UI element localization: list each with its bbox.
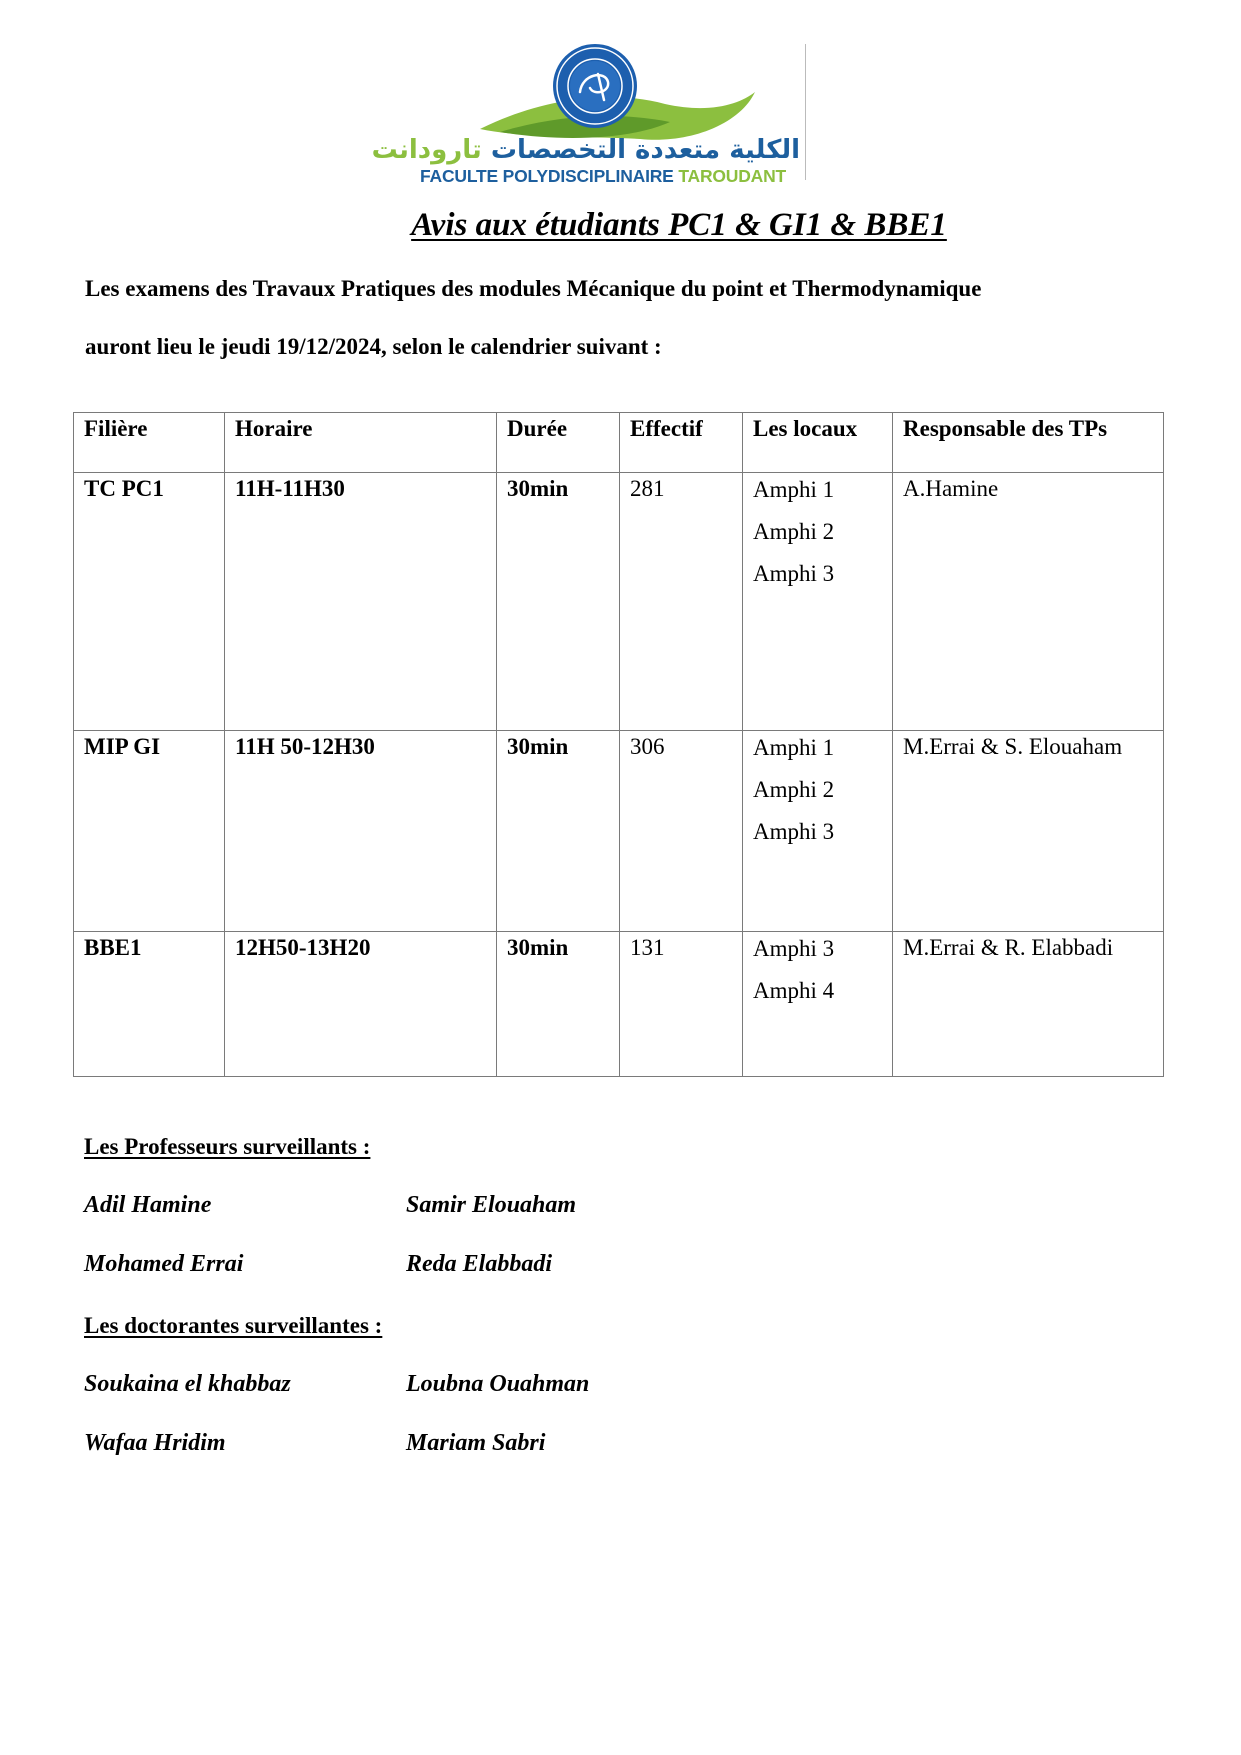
doctorantes-heading: Les doctorantes surveillantes : xyxy=(84,1313,383,1338)
cell-responsable: M.Errai & R. Elabbadi xyxy=(893,932,1164,1077)
cell-effectif: 306 xyxy=(620,731,743,932)
header-effectif: Effectif xyxy=(620,413,743,473)
cell-duree: 30min xyxy=(497,932,620,1077)
cell-filiere: BBE1 xyxy=(74,932,225,1077)
intro-line-1: Les examens des Travaux Pratiques des modules Mécanique du point et Thermodynamique xyxy=(85,276,982,301)
cell-horaire: 12H50-13H20 xyxy=(225,932,497,1077)
cell-duree: 30min xyxy=(497,473,620,731)
header-locaux: Les locaux xyxy=(743,413,893,473)
header-duree: Durée xyxy=(497,413,620,473)
cell-locaux xyxy=(743,473,893,731)
notice-title: Avis aux étudiants PC1 & GI1 & BBE1 xyxy=(411,207,947,243)
local-item: Amphi 2 xyxy=(753,777,835,802)
doctorante-name: Loubna Ouahman xyxy=(406,1371,590,1397)
local-item: Amphi 1 xyxy=(753,735,835,760)
cell-duree: 30min xyxy=(497,731,620,932)
university-emblem-icon xyxy=(410,44,805,144)
logo-arabic-text: الكلية متعددة التخصصات تارودانت xyxy=(371,135,800,165)
cell-responsable: M.Errai & S. Elouaham xyxy=(893,731,1164,932)
local-item: Amphi 3 xyxy=(753,819,835,844)
cell-effectif: 281 xyxy=(620,473,743,731)
professeur-name: Adil Hamine xyxy=(84,1192,212,1218)
table-row xyxy=(74,473,1164,731)
table-row xyxy=(74,932,1164,1077)
faculty-logo xyxy=(371,44,806,186)
professeur-name: Mohamed Errai xyxy=(84,1251,244,1277)
professeurs-heading: Les Professeurs surveillants : xyxy=(84,1134,371,1159)
local-item: Amphi 2 xyxy=(753,519,835,544)
cell-horaire: 11H 50-12H30 xyxy=(225,731,497,932)
cell-locaux xyxy=(743,932,893,1077)
table-row xyxy=(74,731,1164,932)
logo-latin-text: FACULTE POLYDISCIPLINAIRE TAROUDANT xyxy=(420,166,787,186)
doctorante-name: Wafaa Hridim xyxy=(84,1430,226,1456)
local-item: Amphi 3 xyxy=(753,936,835,961)
doctorante-name: Soukaina el khabbaz xyxy=(84,1371,291,1397)
exam-schedule-table xyxy=(73,412,1164,1077)
table-header-row xyxy=(74,413,1164,473)
cell-filiere: MIP GI xyxy=(74,731,225,932)
cell-locaux xyxy=(743,731,893,932)
professeur-name: Reda Elabbadi xyxy=(406,1251,553,1277)
header-filiere: Filière xyxy=(74,413,225,473)
local-item: Amphi 4 xyxy=(753,978,835,1003)
intro-line-2: auront lieu le jeudi 19/12/2024, selon le calendrier suivant : xyxy=(85,334,662,359)
header-responsable: Responsable des TPs xyxy=(893,413,1164,473)
professeur-name: Samir Elouaham xyxy=(406,1192,577,1218)
header-horaire: Horaire xyxy=(225,413,497,473)
cell-responsable: A.Hamine xyxy=(893,473,1164,731)
doctorante-name: Mariam Sabri xyxy=(406,1430,546,1456)
local-item: Amphi 3 xyxy=(753,561,835,586)
local-item: Amphi 1 xyxy=(753,477,835,502)
cell-effectif: 131 xyxy=(620,932,743,1077)
cell-horaire: 11H-11H30 xyxy=(225,473,497,731)
cell-filiere: TC PC1 xyxy=(74,473,225,731)
